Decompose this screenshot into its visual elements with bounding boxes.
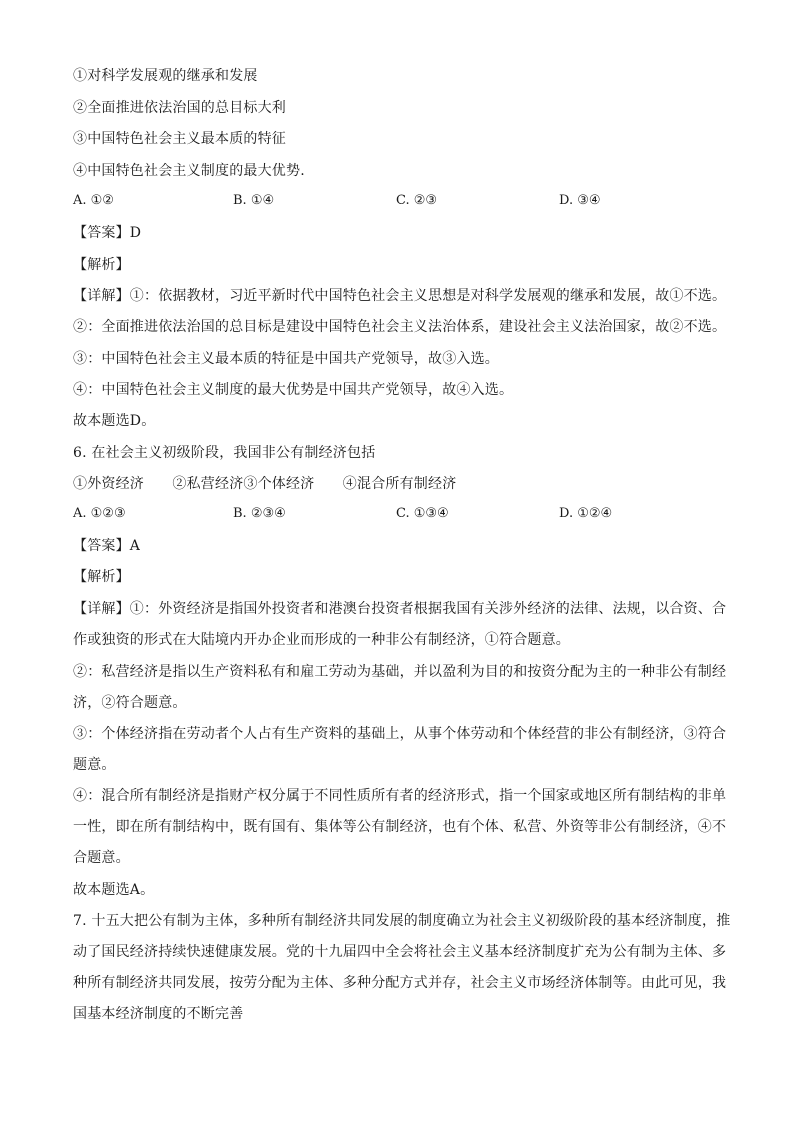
q5-analysis-label: 【解析】 [73, 257, 130, 273]
q6-detail-line: ②：私营经济是指以生产资料私有和雇工劳动为基础，并以盈利为目的和按资分配为主的一种非公有制经 [73, 664, 727, 680]
q5-options [73, 193, 723, 211]
q5-conclusion: 故本题选D。 [73, 413, 156, 429]
q5-item-3: ③中国特色社会主义最本质的特征 [73, 131, 286, 147]
q7-stem-line: 国基本经济制度的不断完善 [73, 1006, 244, 1022]
q5-detail-4: ④：中国特色社会主义制度的最大优势是中国共产党领导，故④入选。 [73, 382, 514, 398]
q6-detail-line: 济，②符合题意。 [73, 695, 187, 711]
q6-detail-line: 一性，即在所有制结构中，既有国有、集体等公有制经济，也有个体、私营、外资等非公有制经济，④不 [73, 819, 727, 835]
q5-option-a: A. ①② [73, 193, 114, 208]
q5-item-1: ①对科学发展观的继承和发展 [73, 68, 258, 84]
q6-detail-line: 【详解】①：外资经济是指国外投资者和港澳台投资者根据我国有关涉外经济的法律、法规，以合资、合 [73, 601, 727, 617]
q6-conclusion: 故本题选A。 [73, 882, 155, 898]
q6-option-b: B. ②③④ [233, 506, 286, 521]
q6-option-d: D. ①②④ [559, 506, 613, 521]
q5-option-d: D. ③④ [559, 193, 601, 208]
q7-stem-line: 7. 十五大把公有制为主体，多种所有制经济共同发展的制度确立为社会主义初级阶段的基本经济制度，推 [73, 913, 731, 929]
q6-detail-line: ④：混合所有制经济是指财产权分属于不同性质所有者的经济形式，指一个国家或地区所有制结构的非单 [73, 788, 727, 804]
q6-items: ①外资经济 ②私营经济③个体经济 ④混合所有制经济 [73, 476, 457, 492]
q5-item-4: ④中国特色社会主义制度的最大优势. [73, 163, 305, 179]
q5-detail-3: ③：中国特色社会主义最本质的特征是中国共产党领导，故③入选。 [73, 351, 499, 367]
q5-answer: 【答案】D [73, 225, 142, 241]
q6-options [73, 506, 723, 524]
q6-detail-line: 题意。 [73, 757, 116, 773]
q5-detail-1: 【详解】①：依据教材，习近平新时代中国特色社会主义思想是对科学发展观的继承和发展，故①不选。 [73, 288, 727, 304]
q6-option-a: A. ①②③ [73, 506, 126, 521]
q5-option-c: C. ②③ [396, 193, 438, 208]
q7-stem-line: 种所有制经济共同发展，按劳分配为主体、多种分配方式并存，社会主义市场经济体制等。由此可见，我 [73, 975, 727, 991]
q5-detail-2: ②：全面推进依法治国的总目标是建设中国特色社会主义法治体系，建设社会主义法治国家，故②不选。 [73, 319, 727, 335]
q6-answer: 【答案】A [73, 538, 141, 554]
q6-option-c: C. ①③④ [396, 506, 449, 521]
q5-option-b: B. ①④ [233, 193, 275, 208]
q6-detail-line: ③：个体经济指在劳动者个人占有生产资料的基础上，从事个体劳动和个体经营的非公有制经济，③符合 [73, 726, 727, 742]
q5-item-2: ②全面推进依法治国的总目标大利 [73, 100, 286, 116]
q6-stem: 6. 在社会主义初级阶段，我国非公有制经济包括 [73, 445, 376, 461]
q6-analysis-label: 【解析】 [73, 569, 130, 585]
q6-detail-line: 合题意。 [73, 850, 130, 866]
q7-stem-line: 动了国民经济持续快速健康发展。党的十九届四中全会将社会主义基本经济制度扩充为公有制为主体、多 [73, 944, 727, 960]
q6-detail-line: 作或独资的形式在大陆境内开办企业而形成的一种非公有制经济，①符合题意。 [73, 632, 570, 648]
